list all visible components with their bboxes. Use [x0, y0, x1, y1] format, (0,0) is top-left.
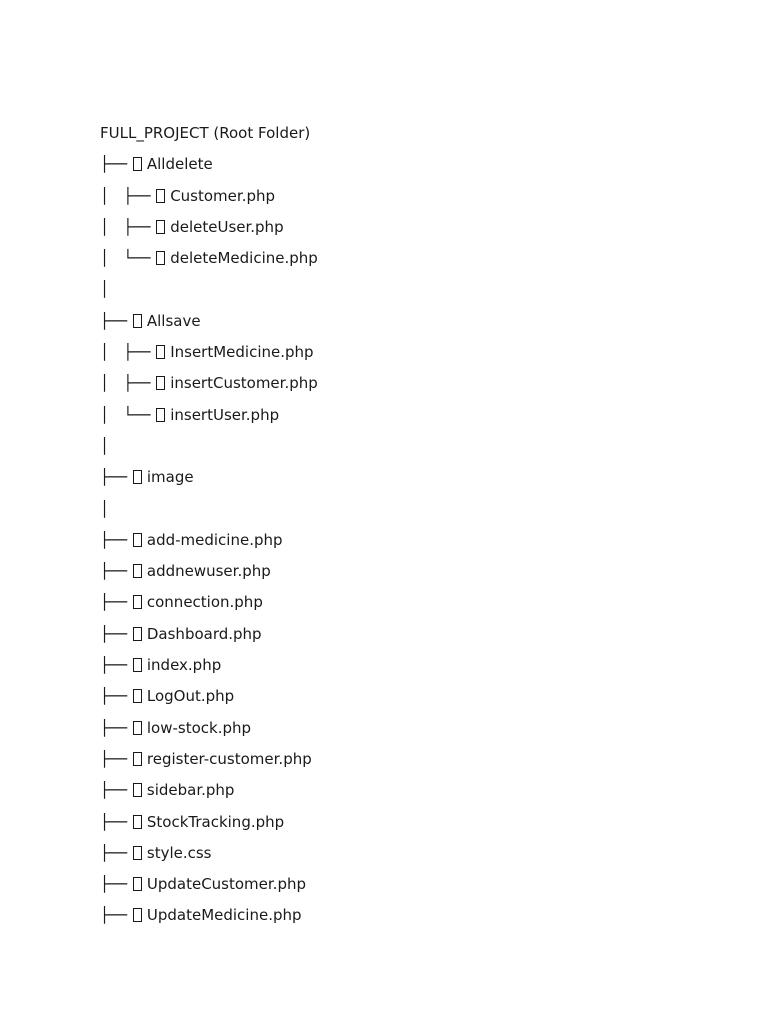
tree-branch-glyph: ├──	[100, 562, 132, 581]
tree-connector	[100, 278, 720, 309]
tree-item	[100, 466, 720, 497]
tree-item	[100, 717, 720, 748]
tree-item-name: Dashboard.php	[146, 624, 262, 643]
tree-branch-glyph: ├──	[100, 718, 132, 737]
file-icon	[156, 220, 165, 234]
tree-branch-glyph: ├──	[100, 468, 132, 487]
tree-item	[100, 591, 720, 622]
tree-item-name: UpdateCustomer.php	[146, 875, 307, 894]
tree-item	[100, 247, 720, 278]
tree-item	[100, 185, 720, 216]
file-icon	[156, 345, 165, 359]
tree-item-name: deleteUser.php	[170, 217, 284, 236]
tree-branch-glyph: │	[100, 280, 110, 299]
tree-branch-glyph: │	[100, 499, 110, 518]
tree-item-name: register-customer.php	[146, 749, 312, 768]
tree-item	[100, 779, 720, 810]
tree-item	[100, 623, 720, 654]
tree-branch-glyph: ├──	[100, 875, 132, 894]
tree-branch-glyph: ├──	[100, 593, 132, 612]
file-icon	[156, 251, 165, 265]
tree-item-name: Alldelete	[146, 155, 213, 174]
file-icon	[133, 564, 142, 578]
tree-branch-glyph: ├──	[100, 906, 132, 925]
tree-branch-glyph: ├──	[100, 812, 132, 831]
file-icon	[156, 189, 165, 203]
tree-branch-glyph: ├──	[100, 781, 132, 800]
tree-item	[100, 529, 720, 560]
tree-item-name: image	[146, 468, 194, 487]
tree-item	[100, 685, 720, 716]
tree-item	[100, 404, 720, 435]
file-icon	[133, 721, 142, 735]
tree-item-name: add-medicine.php	[146, 530, 283, 549]
tree-item-name: low-stock.php	[146, 718, 252, 737]
tree-item-name: addnewuser.php	[146, 562, 271, 581]
file-icon	[133, 815, 142, 829]
tree-branch-glyph: │	[100, 436, 110, 455]
tree-branch-glyph: ├──	[100, 530, 132, 549]
file-icon	[133, 877, 142, 891]
tree-item	[100, 372, 720, 403]
tree-item-name: connection.php	[146, 593, 263, 612]
tree-item-name: InsertMedicine.php	[170, 343, 314, 362]
tree-item	[100, 654, 720, 685]
tree-branch-glyph: │ ├──	[100, 343, 156, 362]
folder-icon	[133, 157, 142, 171]
tree-branch-glyph: ├──	[100, 624, 132, 643]
tree-item-name: StockTracking.php	[146, 812, 285, 831]
tree-item	[100, 310, 720, 341]
tree-item	[100, 216, 720, 247]
tree-item-name: LogOut.php	[146, 687, 235, 706]
tree-item	[100, 153, 720, 184]
tree-item	[100, 560, 720, 591]
file-icon	[133, 908, 142, 922]
tree-item	[100, 341, 720, 372]
tree-item-name: insertUser.php	[170, 405, 280, 424]
file-icon	[133, 595, 142, 609]
root-folder-label: FULL_PROJECT (Root Folder)	[100, 124, 311, 142]
tree-branch-glyph: ├──	[100, 749, 132, 768]
tree-item-name: sidebar.php	[146, 781, 235, 800]
tree-item	[100, 873, 720, 904]
tree-item	[100, 904, 720, 935]
tree-item-name: index.php	[146, 656, 222, 675]
tree-item-name: Customer.php	[170, 186, 276, 205]
folder-tree	[100, 122, 720, 936]
tree-item-name: deleteMedicine.php	[170, 249, 318, 268]
tree-branch-glyph: │ └──	[100, 249, 156, 268]
tree-branch-glyph: ├──	[100, 311, 132, 330]
tree-branch-glyph: ├──	[100, 843, 132, 862]
file-icon	[156, 408, 165, 422]
tree-item-name: insertCustomer.php	[170, 374, 318, 393]
tree-connector	[100, 498, 720, 529]
tree-item-name: style.css	[146, 843, 212, 862]
file-icon	[133, 658, 142, 672]
tree-item	[100, 842, 720, 873]
folder-icon	[133, 470, 142, 484]
file-icon	[133, 533, 142, 547]
file-icon	[133, 689, 142, 703]
tree-branch-glyph: ├──	[100, 155, 132, 174]
file-icon	[133, 783, 142, 797]
tree-lines	[100, 153, 720, 935]
tree-branch-glyph: │ ├──	[100, 374, 156, 393]
tree-branch-glyph: │ └──	[100, 405, 156, 424]
tree-item-name: UpdateMedicine.php	[146, 906, 302, 925]
tree-connector	[100, 435, 720, 466]
tree-item	[100, 748, 720, 779]
file-icon	[133, 627, 142, 641]
tree-branch-glyph: ├──	[100, 687, 132, 706]
tree-branch-glyph: │ ├──	[100, 217, 156, 236]
tree-branch-glyph: ├──	[100, 656, 132, 675]
file-icon	[133, 846, 142, 860]
file-icon	[133, 752, 142, 766]
tree-branch-glyph: │ ├──	[100, 186, 156, 205]
folder-icon	[133, 314, 142, 328]
tree-item	[100, 811, 720, 842]
tree-item-name: Allsave	[146, 311, 201, 330]
file-icon	[156, 376, 165, 390]
